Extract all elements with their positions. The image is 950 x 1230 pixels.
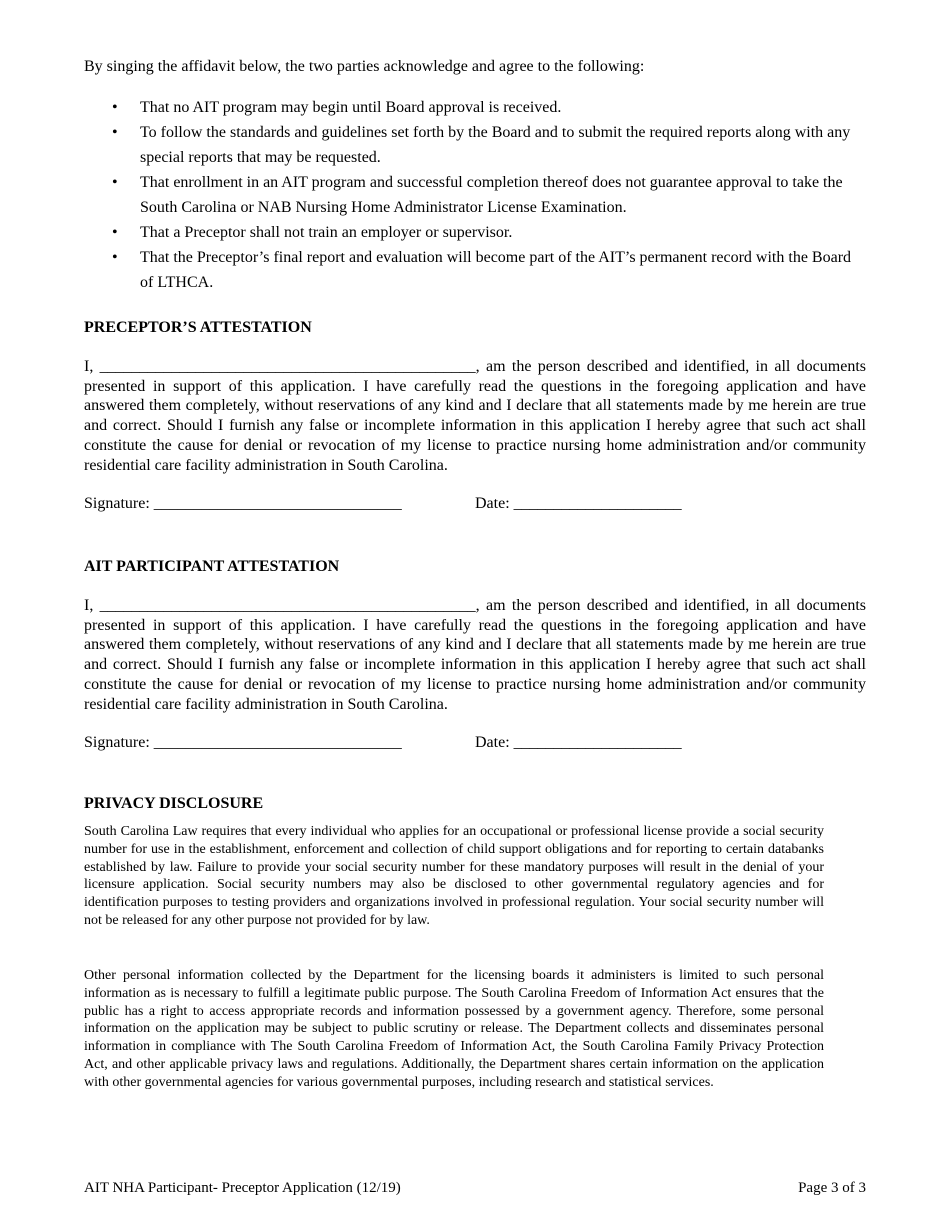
privacy-disclosure-heading: PRIVACY DISCLOSURE bbox=[84, 795, 264, 812]
participant-attestation-heading: AIT PARTICIPANT ATTESTATION bbox=[84, 558, 340, 575]
bullet-icon: • bbox=[112, 224, 118, 241]
preceptor-attestation-text: I, _______________________________________________, am the person described and identified, in all documents presented in support of this application. I have carefully read the questions in the foregoing application and have answered them completely, without reservations of any kind and I declare that all statements made by me herein are true and correct. Should I furnish any false or incomplete information in this application I hereby agree that such act shall constitute the cause for denial or revocation of my license to practice nursing home administration and/or community residential care facility administration in South Carolina. bbox=[84, 358, 866, 474]
preceptor-signature-field[interactable]: Signature: _______________________________ bbox=[84, 495, 402, 512]
participant-date-field[interactable]: Date: _____________________ bbox=[475, 734, 682, 751]
participant-signature-field[interactable]: Signature: _______________________________ bbox=[84, 734, 402, 751]
bullet-icon: • bbox=[112, 99, 118, 116]
privacy-paragraph-1: South Carolina Law requires that every individual who applies for an occupational or professional license provide a social security number for use in the establishment, enforcement and collection of child support obligations and for reporting to certain databanks established by law. Failure to provide your social security number for these mandatory purposes will result in the denial of your licensure application. Social security numbers may also be disclosed to other governmental regulatory agencies and for identification purposes to testing providers and organizations involved in professional regulation. Your social security number will not be released for any other purpose not provided for by law. bbox=[84, 824, 824, 928]
intro-text: By singing the affidavit below, the two parties acknowledge and agree to the following: bbox=[84, 58, 645, 75]
bullet-icon: • bbox=[112, 249, 118, 266]
list-item: • To follow the standards and guidelines set forth by the Board and to submit the required reports along with any special reports that may be requested. bbox=[84, 120, 866, 170]
page-number: Page 3 of 3 bbox=[798, 1180, 866, 1196]
list-item: • That enrollment in an AIT program and successful completion thereof does not guarantee approval to take the South Carolina or NAB Nursing Home Administrator License Examination. bbox=[84, 170, 866, 220]
participant-attestation-text: I, _______________________________________________, am the person described and identified, in all documents presented in support of this application. I have carefully read the questions in the foregoing application and have answered them completely, without reservations of any kind and I declare that all statements made by me herein are true and correct. Should I furnish any false or incomplete information in this application I hereby agree that such act shall constitute the cause for denial or revocation of my license to practice nursing home administration and/or community residential care facility administration in South Carolina. bbox=[84, 597, 866, 713]
list-item: • That no AIT program may begin until Board approval is received. bbox=[84, 95, 866, 120]
form-title: AIT NHA Participant- Preceptor Application (12/19) bbox=[84, 1180, 401, 1196]
privacy-paragraph-2: Other personal information collected by the Department for the licensing boards it administers is limited to such personal information as is necessary to fulfill a legitimate public purpose. The South Carolina Freedom of Information Act ensures that the public has a right to access appropriate records and information possessed by a government agency. Therefore, some personal information on the application may be subject to public scrutiny or release. The Department collects and disseminates personal information in compliance with The South Carolina Freedom of Information Act, the South Carolina Family Privacy Protection Act, and other applicable privacy laws and regulations. Additionally, the Department shares certain information on the application with other governmental agencies for various governmental purposes, including research and statistical services. bbox=[84, 968, 824, 1090]
bullet-icon: • bbox=[112, 174, 118, 191]
preceptor-date-field[interactable]: Date: _____________________ bbox=[475, 495, 682, 512]
bullet-icon: • bbox=[112, 124, 118, 141]
list-item: • That a Preceptor shall not train an employer or supervisor. bbox=[84, 220, 866, 245]
agreement-list bbox=[84, 95, 866, 295]
list-item: • That the Preceptor’s final report and evaluation will become part of the AIT’s permanent record with the Board of LTHCA. bbox=[84, 245, 866, 295]
preceptor-attestation-heading: PRECEPTOR’S ATTESTATION bbox=[84, 319, 312, 336]
